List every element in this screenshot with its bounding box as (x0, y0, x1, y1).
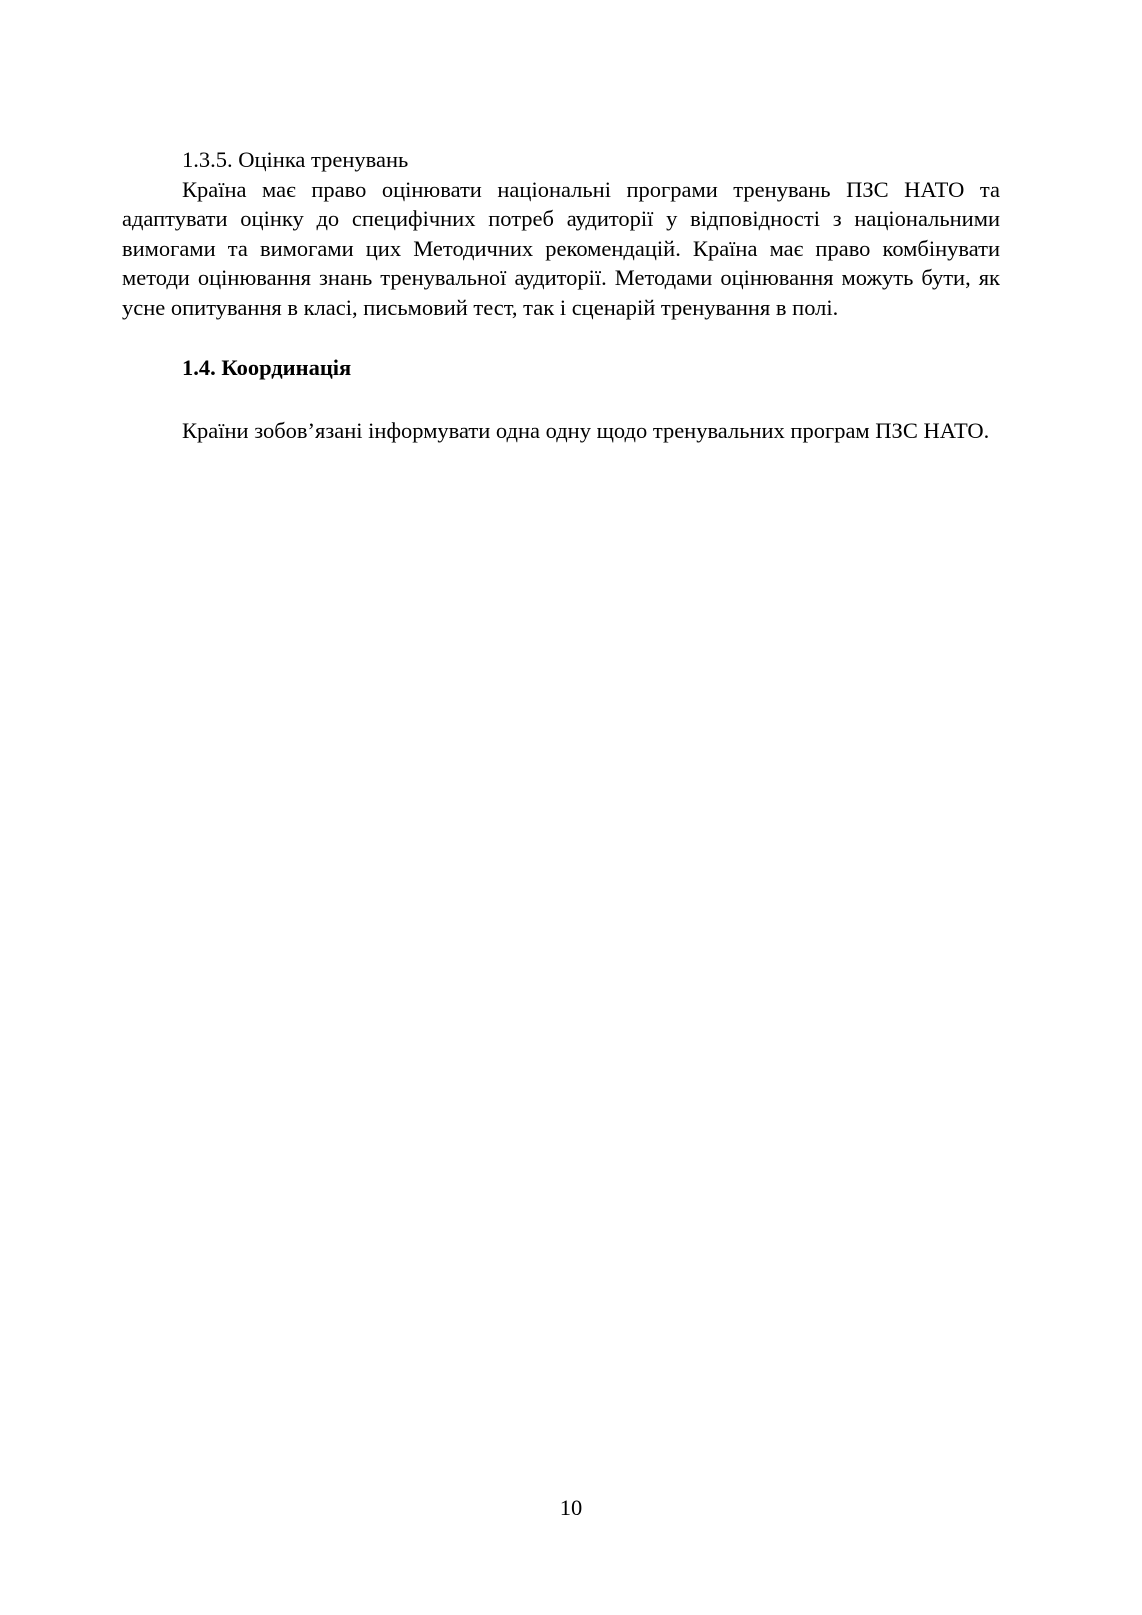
section-heading-1-4: 1.4. Координація (182, 355, 352, 381)
text-column (122, 145, 1000, 446)
page-number: 10 (559, 1495, 583, 1520)
paragraph-coordination: Країни зобов’язані інформувати одна одну щодо тренувальних програм ПЗС НАТО. (182, 417, 990, 443)
subsection-heading-1-3-5: 1.3.5. Оцінка тренувань (182, 147, 409, 172)
paragraph-evaluation: Країна має право оцінювати національні програми тренувань ПЗС НАТО та адаптувати оцінку до специфічних потреб аудиторії у відповідності з національними вимогами та вимогами цих Методичних рекомендацій. Країна має право комбінувати методи оцінювання знань тренувальної аудиторії. Методами оцінювання можуть бути, як усне опитування в класі, письмовий тест, так і сценарій тренування в полі. (122, 176, 1000, 320)
